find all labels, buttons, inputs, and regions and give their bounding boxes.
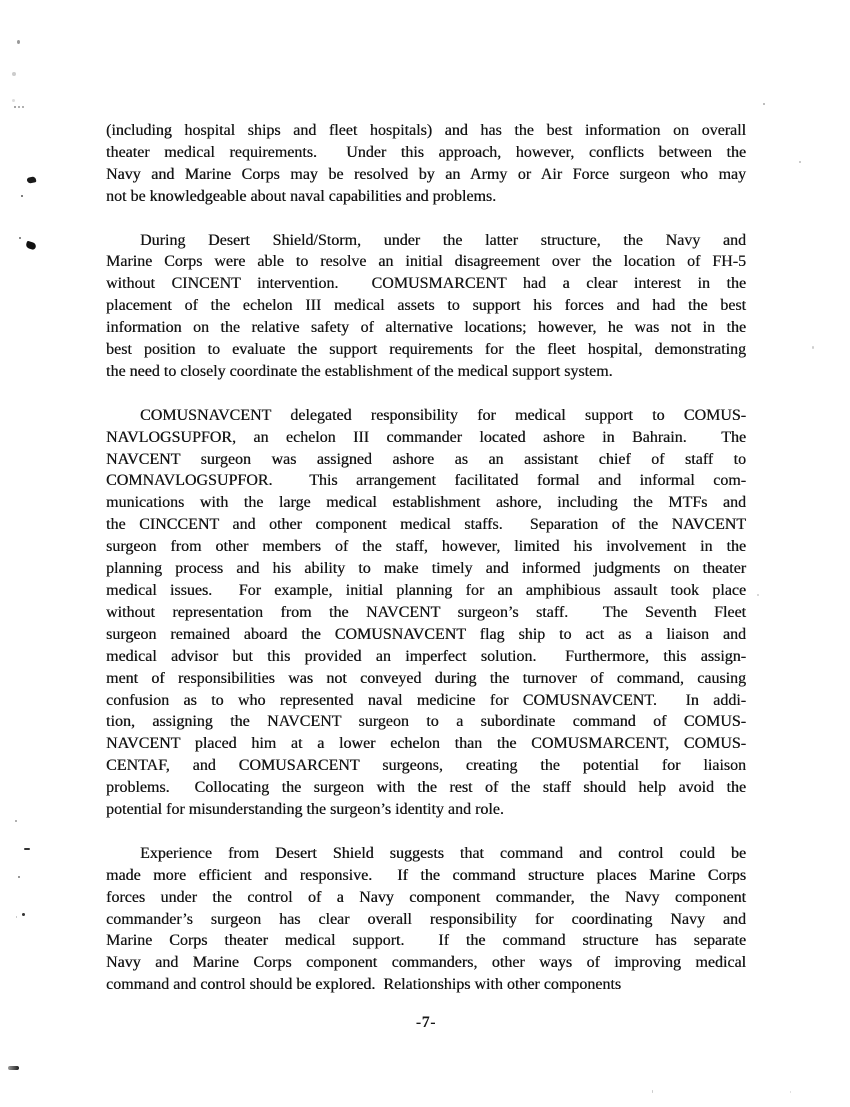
text-line: Navy and Marine Corps component commanders, other ways of improving medical: [106, 954, 746, 972]
scan-speck: [14, 106, 16, 108]
text-line: surgeon remained aboard the COMUSNAVCENT flag ship to act as a liaison and: [106, 625, 746, 643]
scan-speck: [12, 72, 16, 76]
text-block: [106, 120, 746, 1018]
scan-speck: [22, 106, 24, 108]
scan-speck: [16, 916, 17, 918]
text-line: potential for misunderstanding the surgeon’s identity and role.: [106, 801, 504, 819]
text-line: best position to evaluate the support requirements for the fleet hospital, demonstrating: [106, 341, 746, 359]
scan-speck: [799, 161, 801, 163]
text-line: placement of the echelon III medical assets to support his forces and had the best: [106, 297, 746, 315]
scan-speck: [15, 820, 17, 822]
text-line: munications with the large medical establishment ashore, including the MTFs and: [106, 494, 746, 512]
text-line: problems. Collocating the surgeon with the rest of the staff should help avoid the: [106, 779, 746, 797]
ink-mark: [25, 241, 37, 251]
paragraph: [106, 843, 746, 996]
scan-speck: [652, 1090, 653, 1093]
text-line: without representation from the NAVCENT surgeon’s staff. The Seventh Fleet: [106, 603, 746, 621]
text-line: (including hospital ships and fleet hospitals) and has the best information on overall: [106, 122, 746, 139]
ink-mark: [26, 176, 36, 184]
text-line: the need to closely coordinate the establishment of the medical support system.: [106, 362, 613, 380]
scan-speck: [12, 99, 15, 102]
text-line: tion, assigning the NAVCENT surgeon to a subordinate command of COMUS-: [106, 713, 746, 731]
scan-speck: [18, 106, 20, 108]
text-line: Marine Corps theater medical support. If the command structure has separate: [106, 932, 746, 950]
page-number: -7-: [415, 1014, 437, 1031]
text-line: NAVCENT surgeon was assigned ashore as an assistant chief of staff to: [106, 450, 746, 468]
text-line: Marine Corps were able to resolve an initial disagreement over the location of FH-5: [106, 253, 746, 271]
text-line: NAVCENT placed him at a lower echelon than the COMUSMARCENT, COMUS-: [106, 735, 746, 753]
text-line: During Desert Shield/Storm, under the latter structure, the Navy and: [140, 231, 746, 249]
text-line: COMNAVLOGSUPFOR. This arrangement facilitated formal and informal com-: [106, 472, 746, 490]
text-line: theater medical requirements. Under this approach, however, conflicts between the: [106, 143, 746, 161]
scan-speck: [757, 594, 759, 596]
paragraph: [106, 230, 746, 383]
text-line: medical issues. For example, initial planning for an amphibious assault took place: [106, 582, 746, 599]
text-line: confusion as to who represented naval medicine for COMUSNAVCENT. In addi-: [106, 691, 746, 709]
text-line: command and control should be explored. Relationships with other components: [106, 976, 622, 994]
scan-speck: [19, 237, 21, 239]
text-line: COMUSNAVCENT delegated responsibility for medical support to COMUS-: [140, 406, 746, 424]
text-line: without CINCENT intervention. COMUSMARCENT had a clear interest in the: [106, 275, 746, 293]
scan-speck: [17, 40, 20, 44]
scan-speck: [790, 1091, 791, 1093]
text-line: medical advisor but this provided an imperfect solution. Furthermore, this assign-: [106, 647, 746, 665]
paragraph: [106, 120, 746, 208]
ink-mark: [24, 848, 30, 850]
text-line: made more efficient and responsive. If the command structure places Marine Corps: [106, 866, 746, 884]
text-line: information on the relative safety of alternative locations; however, he was not in the: [106, 319, 746, 337]
text-line: not be knowledgeable about naval capabilities and problems.: [106, 187, 497, 205]
text-line: Navy and Marine Corps may be resolved by an Army or Air Force surgeon who may: [106, 165, 746, 183]
scan-speck: [21, 195, 23, 197]
text-line: CENTAF, and COMUSARCENT surgeons, creating the potential for liaison: [106, 757, 746, 775]
scan-speck: [763, 103, 765, 105]
text-line: NAVLOGSUPFOR, an echelon III commander located ashore in Bahrain. The: [106, 428, 746, 446]
paragraph: [106, 405, 746, 821]
text-line: planning process and his ability to make timely and informed judgments on theater: [106, 560, 746, 578]
ink-mark: [22, 913, 25, 916]
ink-mark: [8, 1066, 19, 1070]
text-line: the CINCCENT and other component medical staffs. Separation of the NAVCENT: [106, 516, 746, 534]
scan-speck: [18, 876, 20, 878]
scan-speck: [812, 346, 814, 349]
text-line: forces under the control of a Navy component commander, the Navy component: [106, 888, 746, 906]
text-line: Experience from Desert Shield suggests that command and control could be: [140, 844, 746, 862]
text-line: surgeon from other members of the staff, however, limited his involvement in the: [106, 538, 746, 556]
text-line: commander’s surgeon has clear overall responsibility for coordinating Navy and: [106, 910, 746, 928]
text-line: ment of responsibilities was not conveyed during the turnover of command, causing: [106, 669, 746, 687]
